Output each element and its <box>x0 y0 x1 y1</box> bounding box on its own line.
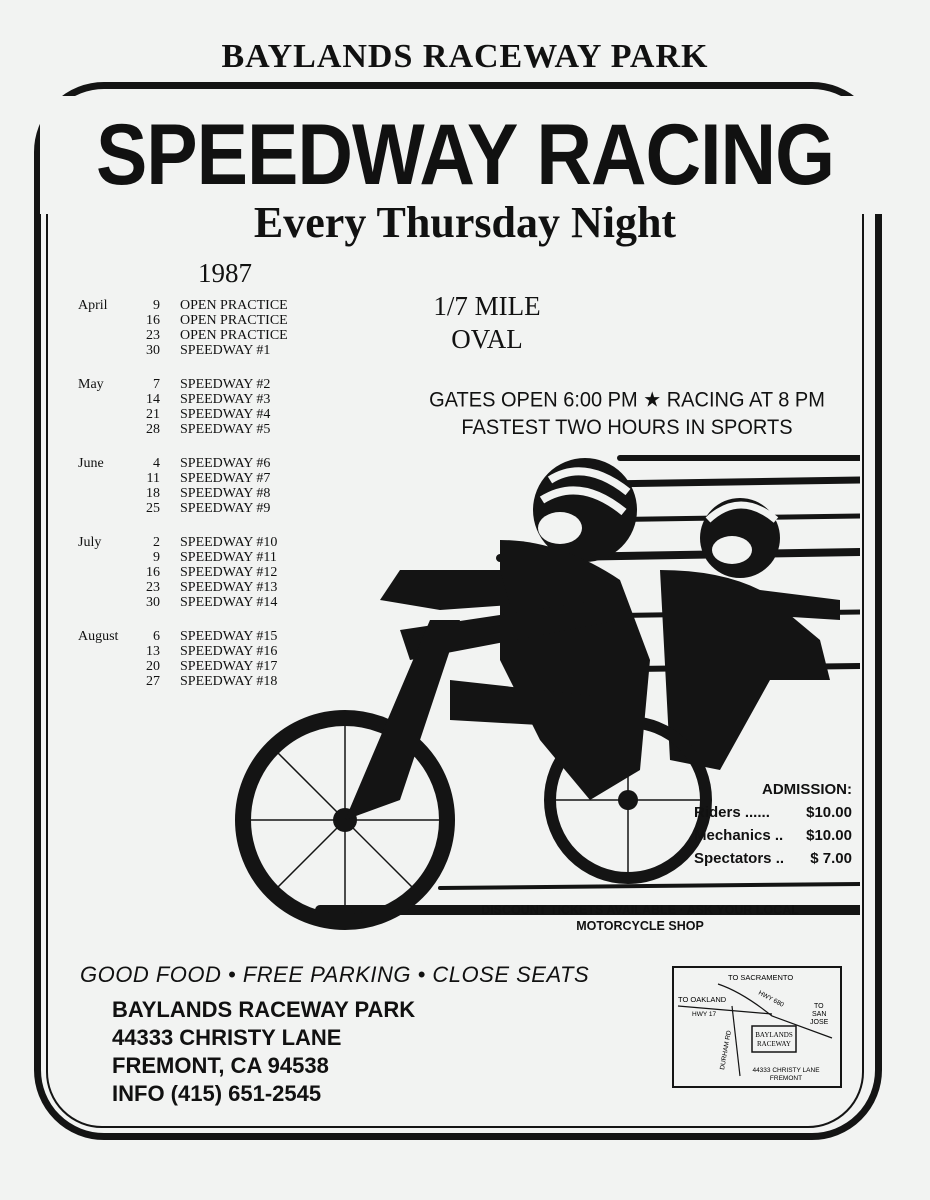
event-name: SPEEDWAY #3 <box>180 392 271 407</box>
event-name: SPEEDWAY #9 <box>180 501 271 516</box>
gates-time: GATES OPEN 6:00 PM ★ RACING AT 8 PM <box>429 388 825 412</box>
address-line: BAYLANDS RACEWAY PARK <box>112 997 416 1022</box>
event-name: SPEEDWAY #11 <box>180 550 277 565</box>
schedule-month <box>78 377 338 437</box>
event-day: 14 <box>146 392 160 407</box>
discount-line: DISCOUNT TICKETS AVAILABLE · ASK YOUR LOCAL <box>481 903 799 917</box>
badge-text: BAYLANDS <box>755 1031 793 1039</box>
event-name: SPEEDWAY #13 <box>180 580 278 595</box>
admission-row <box>694 824 852 847</box>
track-length-line: 1/7 MILE <box>433 291 541 321</box>
event-day: 9 <box>153 550 160 565</box>
admission-row <box>694 801 852 824</box>
contact-address <box>112 996 415 1108</box>
month-name: June <box>78 456 104 471</box>
event-name: SPEEDWAY #8 <box>180 486 271 501</box>
event-day: 13 <box>146 644 160 659</box>
schedule-year: 1987 <box>198 258 252 288</box>
map-address: 44333 CHRISTY LANE <box>752 1067 820 1074</box>
schedule-row <box>78 343 338 358</box>
event-day: 21 <box>146 407 160 422</box>
badge-text: RACEWAY <box>757 1040 791 1048</box>
event-name: SPEEDWAY #10 <box>180 535 278 550</box>
event-name: SPEEDWAY #18 <box>180 674 278 689</box>
event-name: OPEN PRACTICE <box>180 313 288 328</box>
address-line: 44333 CHRISTY LANE <box>112 1025 342 1050</box>
schedule-row <box>78 422 338 437</box>
event-day: 7 <box>153 377 160 392</box>
event-name: SPEEDWAY #14 <box>180 595 278 610</box>
location-map <box>672 966 842 1088</box>
month-name: July <box>78 535 102 550</box>
admission-label: Mechanics .. <box>694 827 784 844</box>
map-label: SAN <box>812 1011 827 1018</box>
admission-price: $ 7.00 <box>810 850 852 867</box>
event-day: 9 <box>153 298 160 313</box>
event-name: SPEEDWAY #4 <box>180 407 271 422</box>
page-title: SPEEDWAY RACING <box>95 106 835 204</box>
address-line: FREMONT, CA 94538 <box>112 1053 329 1078</box>
discount-note <box>420 902 860 934</box>
event-name: SPEEDWAY #6 <box>180 456 271 471</box>
admission-label: Riders ...... <box>694 804 770 821</box>
schedule-row <box>78 298 338 313</box>
subtitle: Every Thursday Night <box>253 198 677 247</box>
map-label: DURHAM RD <box>719 1030 733 1071</box>
event-day: 11 <box>146 471 160 486</box>
event-day: 25 <box>146 501 160 516</box>
tagline: GOOD FOOD • FREE PARKING • CLOSE SEATS <box>80 962 590 987</box>
admission-label: Spectators .. <box>694 850 785 867</box>
schedule-row <box>78 313 338 328</box>
schedule-row <box>78 377 338 392</box>
event-day: 6 <box>153 629 160 644</box>
event-name: SPEEDWAY #5 <box>180 422 271 437</box>
admission-price: $10.00 <box>806 827 852 844</box>
month-name: April <box>78 298 108 313</box>
event-day: 23 <box>146 580 160 595</box>
event-name: SPEEDWAY #12 <box>180 565 278 580</box>
event-day: 30 <box>146 595 160 610</box>
event-name: SPEEDWAY #16 <box>180 644 278 659</box>
discount-line: MOTORCYCLE SHOP <box>576 919 704 933</box>
map-label: HWY 680 <box>757 989 785 1009</box>
map-label: HWY 17 <box>692 1011 717 1018</box>
schedule-row <box>78 407 338 422</box>
front-rider <box>243 458 702 922</box>
map-address: FREMONT <box>769 1075 803 1082</box>
map-label: TO SACRAMENTO <box>728 973 794 982</box>
event-day: 20 <box>146 659 160 674</box>
month-name: August <box>78 629 119 644</box>
event-name: SPEEDWAY #17 <box>180 659 278 674</box>
address-line: INFO (415) 651-2545 <box>112 1081 322 1106</box>
event-day: 23 <box>146 328 160 343</box>
track-shape-line: OVAL <box>451 324 523 354</box>
event-day: 27 <box>146 674 160 689</box>
admission-heading: ADMISSION: <box>762 781 852 798</box>
admission-box <box>694 778 852 870</box>
schedule-row <box>78 328 338 343</box>
event-day: 4 <box>153 456 160 471</box>
map-label: TO OAKLAND <box>678 995 727 1004</box>
event-day: 16 <box>146 313 160 328</box>
event-name: SPEEDWAY #15 <box>180 629 278 644</box>
admission-price: $10.00 <box>806 804 852 821</box>
event-name: OPEN PRACTICE <box>180 328 288 343</box>
admission-row <box>694 847 852 870</box>
event-day: 28 <box>146 422 160 437</box>
event-day: 18 <box>146 486 160 501</box>
schedule-row <box>78 392 338 407</box>
schedule-month <box>78 298 338 358</box>
gates-info <box>412 387 842 442</box>
gates-slogan: FASTEST TWO HOURS IN SPORTS <box>461 416 793 440</box>
event-day: 30 <box>146 343 160 358</box>
month-name: May <box>78 377 104 392</box>
event-name: SPEEDWAY #2 <box>180 377 271 392</box>
event-day: 2 <box>153 535 160 550</box>
event-name: SPEEDWAY #7 <box>180 471 271 486</box>
map-label: JOSE <box>810 1019 829 1026</box>
track-length <box>412 290 562 356</box>
event-name: SPEEDWAY #1 <box>180 343 271 358</box>
event-name: OPEN PRACTICE <box>180 298 288 313</box>
event-day: 16 <box>146 565 160 580</box>
raceway-badge <box>752 1026 796 1052</box>
park-name: BAYLANDS RACEWAY PARK <box>221 38 709 75</box>
map-label: TO <box>814 1003 824 1010</box>
